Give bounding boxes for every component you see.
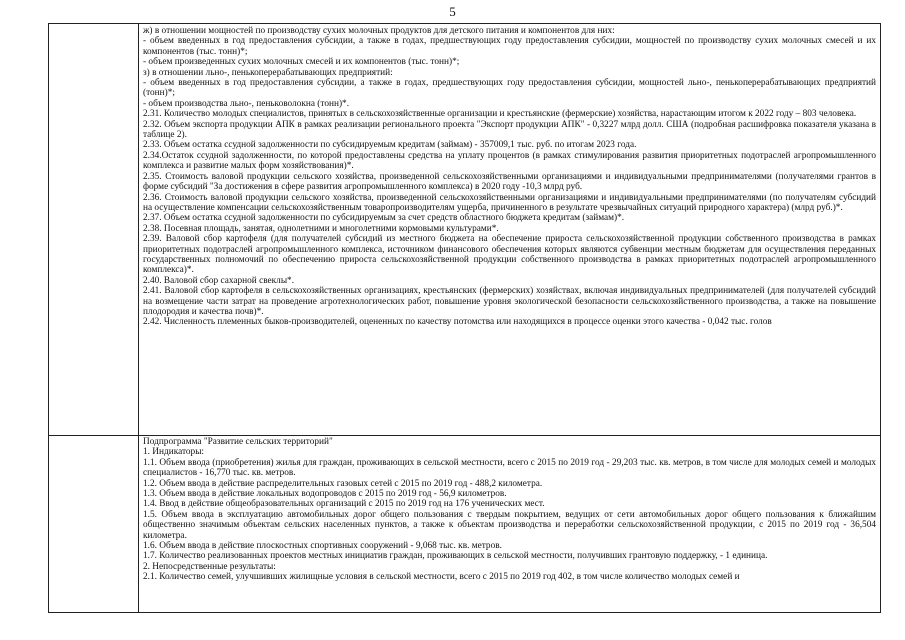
paragraph: - объем введенных в год предоставления субсидии, а также в годах, предшествующих году предоставления субсидии, мощностей льно-, пенькоперерабатывающих предприятий (тонн)*; xyxy=(143,78,876,99)
paragraph: 2.37. Объем остатка ссудной задолженности по субсидируемым за счет средств областного бюджета кредитам (займам)*. xyxy=(143,213,625,224)
paragraph: 2.36. Стоимость валовой продукции сельского хозяйства, произведенной сельскохозяйственными организациями и индивидуальными предпринимателями (по получателям субсидий на осуществление компенсации сельскохозяйственным товаропроизводителям ущерба, причиненного в результате чрезвычайных ситуаций природного характера) (млрд руб.)*. xyxy=(143,192,876,213)
paragraph: 1.1. Объем ввода (приобретения) жилья для граждан, проживающих в сельской местности, всего с 2015 по 2019 год - 29,203 тыс. кв. метров, в том числе для молодых семей и молодых специалистов - 16,770 тыс. кв. метров. xyxy=(143,457,876,479)
paragraph: 2.42. Численность племенных быков-производителей, оцененных по качеству потомства или находящихся в процессе оценки этого качества - 0,042 тыс. голов xyxy=(143,317,772,328)
paragraph: - объем введенных в год предоставления субсидии, а также в годах, предшествующих году предоставления субсидии, мощностей по производству сухих молочных смесей и их компонентов (тыс. тонн)*; xyxy=(143,36,876,57)
paragraph: 2.1. Количество семей, улучшивших жилищные условия в сельской местности, всего с 2015 по 2019 год 402, в том числе количество молодых семей и xyxy=(143,572,740,583)
paragraph: 1.5. Объем ввода в эксплуатацию автомобильных дорог общего пользования с твердым покрытием, ведущих от сети автомобильных дорог общего пользования к ближайшим общественно значимым объектам сельских населенных пунктов, а также к объектам производства и переработки сельскохозяйственной продукции, с 2015 по 2019 год - 36,504 километра. xyxy=(143,509,876,541)
paragraph: 2.33. Объем остатка ссудной задолженности по субсидируемым кредитам (займам) - 357009,1 тыс. руб. по итогам 2023 года. xyxy=(143,140,637,151)
row-divider xyxy=(49,435,880,436)
paragraph: 2.32. Объем экспорта продукции АПК в рамках реализации регионального проекта "Экспорт продукции АПК" - 0,3227 млрд долл. США (подробная расшифровка показателя указана в таблице 2). xyxy=(143,119,876,141)
paragraph: 2.41. Валовой сбор картофеля в сельскохозяйственных организациях, крестьянских (фермерских) хозяйствах, включая индивидуальных предпринимателей (для получателей субсидий на возмещение части затрат на проведение агротехнологических работ, повышение уровня экологической безопасности сельскохозяйственного производства, а также на повышение плодородия и качества почв)*. xyxy=(143,286,876,317)
paragraph: з) в отношении льно-, пенькоперерабатывающих предприятий: xyxy=(143,67,393,78)
paragraph: 1.4. Ввод в действие общеобразовательных организаций с 2015 по 2019 год на 176 ученических мест. xyxy=(143,499,545,510)
paragraph: 2.34.Остаток ссудной задолженности, по которой предоставлены средства на уплату процентов (в рамках стимулирования развития приоритетных подотраслей агропромышленного комплекса и развитие малых форм хозяйствования)*. xyxy=(143,150,876,172)
paragraph: - объем производства льно-, пеньковолокна (тонн)*. xyxy=(143,98,350,109)
paragraph: 1.7. Количество реализованных проектов местных инициатив граждан, проживающих в сельской местности, получивших грантовую поддержку, - 1 единица. xyxy=(143,551,768,562)
page-number: 5 xyxy=(449,4,456,19)
paragraph: 2.38. Посевная площадь, занятая, однолетними и многолетними кормовыми культурами*. xyxy=(143,223,499,234)
indicators-cell xyxy=(143,26,876,434)
paragraph: 2. Непосредственные результаты: xyxy=(143,561,276,572)
subprogram-cell xyxy=(143,437,876,613)
paragraph: ж) в отношении мощностей по производству сухих молочных продуктов для детского питания и компонентов для них: xyxy=(143,26,615,36)
document-table xyxy=(48,23,881,613)
paragraph: 1.3. Объем ввода в действие локальных водопроводов с 2015 по 2019 год - 56,9 километров. xyxy=(143,489,507,500)
paragraph: 2.39. Валовой сбор картофеля (для получателей субсидий из местного бюджета на обеспечение прироста сельскохозяйственной продукции собственного производства в рамках приоритетных подотраслей агропромышленного комплекса, источником финансового обеспечения которых являются субвенции местным бюджетам для осуществления переданных государственных полномочий по обеспечению прироста сельскохозяйственной продукции собственного производства в рамках приоритетных подотраслей агропромышленного комплекса)*. xyxy=(143,234,876,276)
paragraph: 1. Индикаторы: xyxy=(143,447,205,458)
paragraph: 2.31. Количество молодых специалистов, принятых в сельскохозяйственные организации и крестьянские (фермерские) хозяйства, нарастающим итогом к 2022 году – 803 человека. xyxy=(143,109,857,120)
column-divider xyxy=(138,24,139,612)
paragraph: - объем произведенных сухих молочных смесей и их компонентов (тыс. тонн)*; xyxy=(143,57,460,68)
paragraph: 1.6. Объем ввода в действие плоскостных спортивных сооружений - 9,068 тыс. кв. метров. xyxy=(143,541,502,552)
paragraph: 2.35. Стоимость валовой продукции сельского хозяйства, произведенной сельскохозяйственными организациями и индивидуальными предпринимателями (получателями грантов в форме субсидий "За достижения в сфере развития агропромышленного комплекса) в 2020 году -10,3 млрд руб. xyxy=(143,171,876,193)
subprogram-title: Подпрограмма "Развитие сельских территорий" xyxy=(143,437,333,447)
paragraph: 1.2. Объем ввода в действие распределительных газовых сетей с 2015 по 2019 год - 488,2 километра. xyxy=(143,478,543,489)
paragraph: 2.40. Валовой сбор сахарной свеклы*. xyxy=(143,275,295,286)
